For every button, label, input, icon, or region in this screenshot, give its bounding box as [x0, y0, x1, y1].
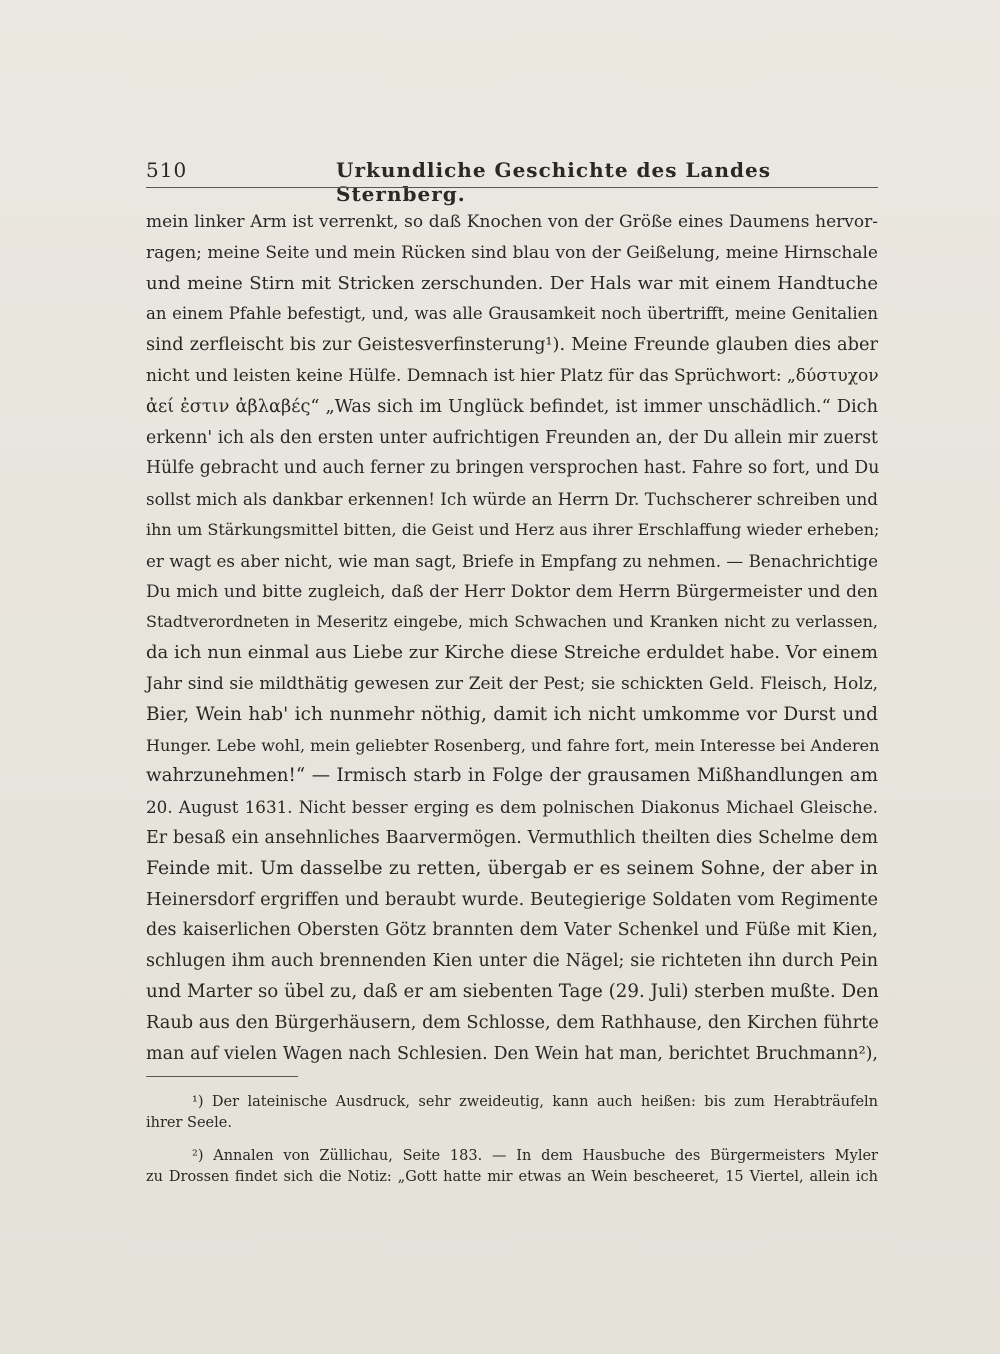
footnote-line: ²) Annalen von Züllichau, Seite 183. — In dem Hausbuche des Bürgermeisters Myler — [192, 1148, 878, 1164]
footnote-line: ihrer Seele. — [146, 1115, 232, 1131]
footnote-line: zu Drossen findet sich die Notiz: „Gott hatte mir etwas an Wein bescheeret, 15 Viertel, allein ich — [146, 1169, 878, 1185]
text-line: schlugen ihm auch brennenden Kien unter die Nägel; sie richteten ihn durch Pein — [146, 951, 878, 972]
text-line: an einem Pfahle befestigt, und, was alle Grausamkeit noch übertrifft, meine Genitalien — [146, 304, 878, 324]
text-line: da ich nun einmal aus Liebe zur Kirche diese Streiche erduldet habe. Vor einem — [146, 642, 878, 664]
footnotes — [146, 1092, 878, 1188]
text-line: Hunger. Lebe wohl, mein geliebter Rosenberg, und fahre fort, mein Interesse bei Anderen — [146, 735, 880, 755]
header-rule — [146, 187, 878, 188]
page-header — [146, 158, 878, 206]
text-line: 20. August 1631. Nicht besser erging es dem polnischen Diakonus Michael Gleische. — [146, 797, 878, 818]
text-line: und Marter so übel zu, daß er am siebenten Tage (29. Juli) sterben mußte. Den — [146, 980, 879, 1002]
footnote-rule — [146, 1076, 298, 1077]
text-line: des kaiserlichen Obersten Götz brannten dem Vater Schenkel und Füße mit Kien, — [146, 920, 878, 941]
text-line: ihn um Stärkungsmittel bitten, die Geist und Herz aus ihrer Erschlaffung wieder erheben; — [146, 519, 880, 539]
text-line: man auf vielen Wagen nach Schlesien. Den Wein hat man, berichtet Bruchmann²), — [146, 1043, 878, 1064]
text-line: mein linker Arm ist verrenkt, so daß Knochen von der Größe eines Daumens hervor- — [146, 212, 878, 232]
text-line: sollst mich als dankbar erkennen! Ich würde an Herrn Dr. Tuchscherer schreiben und — [146, 489, 878, 510]
footnote-2 — [146, 1146, 878, 1188]
page-number: 510 — [146, 158, 188, 182]
text-line: Jahr sind sie mildthätig gewesen zur Zeit der Pest; sie schickten Geld. Fleisch, Holz, — [146, 673, 878, 694]
text-line: Hülfe gebracht und auch ferner zu bringen versprochen hast. Fahre so fort, und Du — [146, 458, 880, 479]
body-text — [146, 207, 878, 1069]
footnote-line: ¹) Der lateinische Ausdruck, sehr zweideutig, kann auch heißen: bis zum Herabträufeln — [192, 1094, 878, 1110]
text-line: nicht und leisten keine Hülfe. Demnach ist hier Platz für das Sprüchwort: „δύστυχον — [146, 365, 879, 386]
text-line: Raub aus den Bürgerhäusern, dem Schlosse, dem Rathhause, den Kirchen führte — [146, 1012, 879, 1033]
footnote-1 — [146, 1092, 878, 1134]
running-title: Urkundliche Geschichte des Landes Sternberg. — [336, 158, 771, 206]
text-line: Heinersdorf ergriffen und beraubt wurde. Beutegierige Soldaten vom Regimente — [146, 889, 878, 910]
text-line: ragen; meine Seite und mein Rücken sind blau von der Geißelung, meine Hirnschale — [146, 242, 878, 263]
text-line: Bier, Wein hab' ich nunmehr nöthig, damit ich nicht umkomme vor Durst und — [146, 703, 878, 725]
text-line: wahrzunehmen!“ — Irmisch starb in Folge der grausamen Mißhandlungen am — [146, 765, 878, 787]
text-line: sind zerfleischt bis zur Geistesverfinsterung¹). Meine Freunde glauben dies aber — [146, 335, 878, 356]
text-line: er wagt es aber nicht, wie man sagt, Briefe in Empfang zu nehmen. — Benachrichtige — [146, 550, 878, 571]
text-line: Feinde mit. Um dasselbe zu retten, übergab er es seinem Sohne, der aber in — [146, 857, 878, 879]
text-line: Stadtverordneten in Meseritz eingebe, mich Schwachen und Kranken nicht zu verlassen, — [146, 612, 878, 632]
text-line: ἀεί ἐστιν ἀβλαβές“ „Was sich im Unglück befindet, ist immer unschädlich.“ Dich — [146, 396, 878, 417]
text-line: erkenn' ich als den ersten unter aufrichtigen Freunden an, der Du allein mir zuerst — [146, 427, 878, 448]
text-line: Du mich und bitte zugleich, daß der Herr Doktor dem Herrn Bürgermeister und den — [146, 581, 878, 602]
text-line: und meine Stirn mit Stricken zerschunden. Der Hals war mit einem Handtuche — [146, 272, 878, 294]
text-line: Er besaß ein ansehnliches Baarvermögen. Vermuthlich theilten dies Schelme dem — [146, 827, 878, 848]
